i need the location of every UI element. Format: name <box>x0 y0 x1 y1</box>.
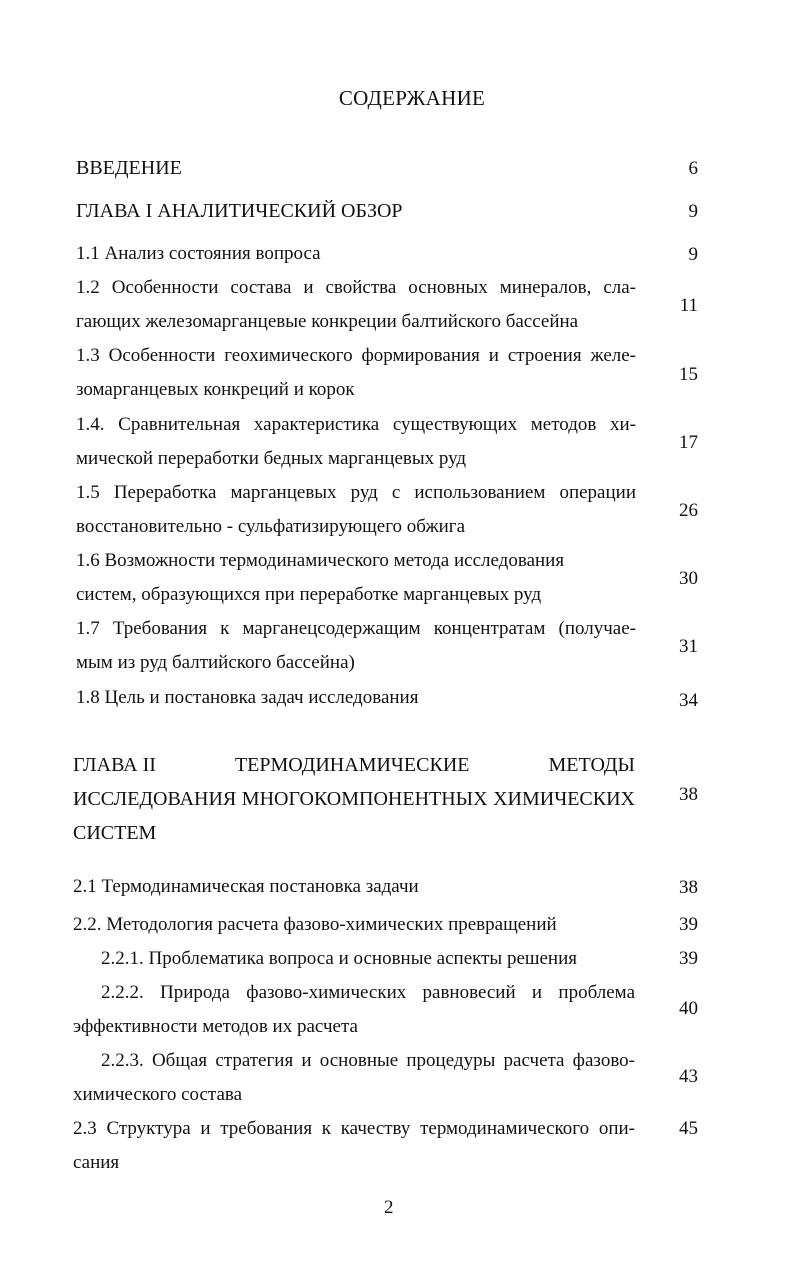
toc-entry-text-line: 1.6 Возможности термодинамического метода исследования <box>76 550 565 571</box>
toc-entry-text-line: зомарганцевых конкреций и корок <box>76 379 355 400</box>
toc-entry-text-part: ТЕРМОДИНАМИЧЕСКИЕ <box>234 754 470 776</box>
toc-entry-text-line: СИСТЕМ <box>73 822 157 844</box>
toc-page-number: 38 <box>679 784 698 805</box>
toc-page-number: 34 <box>679 690 698 711</box>
toc-entry-text-line: ИССЛЕДОВАНИЯ МНОГОКОМПОНЕНТНЫХ ХИМИЧЕСКИХ <box>73 788 635 810</box>
toc-entry-text-line: 1.4. Сравнительная характеристика существующих методов хи- <box>76 414 636 435</box>
toc-entry-text-part: МЕТОДЫ <box>548 754 635 776</box>
toc-entry-text: 1.1 Анализ состояния вопроса <box>76 243 321 264</box>
toc-entry-text: 1.8 Цель и постановка задач исследования <box>76 687 419 708</box>
toc-page-number: 43 <box>679 1066 698 1087</box>
toc-page-number: 39 <box>679 948 698 969</box>
toc-entry-text-line: 2.2.2. Природа фазово-химических равновесий и проблема <box>101 982 635 1003</box>
toc-entry-text-line: мической переработки бедных марганцевых руд <box>76 448 467 469</box>
toc-entry-text-line: эффективности методов их расчета <box>73 1016 358 1037</box>
toc-page-number: 15 <box>679 364 698 385</box>
toc-entry-text: 2.1 Термодинамическая постановка задачи <box>73 876 419 897</box>
toc-entry-text: 2.2.1. Проблематика вопроса и основные аспекты решения <box>101 948 578 969</box>
toc-entry-text-line: 1.7 Требования к марганецсодержащим концентратам (получае- <box>76 618 636 639</box>
toc-entry-text-line: химического состава <box>73 1084 243 1105</box>
toc-entry-text-line: 1.2 Особенности состава и свойства основных минералов, сла- <box>76 277 636 298</box>
toc-entry-text-line: мым из руд балтийского бассейна) <box>76 652 355 673</box>
toc-page-number: 11 <box>679 295 698 316</box>
toc-entry-text: ВВЕДЕНИЕ <box>76 157 182 179</box>
toc-page-number: 26 <box>679 500 698 521</box>
toc-page-number: 40 <box>679 998 698 1019</box>
toc-page-number: 30 <box>679 568 698 589</box>
toc-entry-text-line: систем, образующихся при переработке марганцевых руд <box>76 584 542 605</box>
toc-entry-text-line: 2.3 Структура и требования к качеству термодинамического опи- <box>73 1118 635 1139</box>
toc-entry-text: ГЛАВА I АНАЛИТИЧЕСКИЙ ОБЗОР <box>76 200 403 222</box>
toc-page-number: 31 <box>679 636 698 657</box>
toc-entry-text-line: восстановительно - сульфатизирующего обжига <box>76 516 466 537</box>
toc-entry-text-part: ГЛАВА II <box>73 754 156 776</box>
page-number-footer: 2 <box>384 1197 394 1218</box>
toc-page-number: 9 <box>688 201 698 222</box>
toc-entry-text-line: сания <box>73 1152 120 1173</box>
toc-page-number: 9 <box>688 244 698 265</box>
toc-entry-text-line: гающих железомарганцевые конкреции балтийского бассейна <box>76 311 579 332</box>
toc-page-number: 38 <box>679 877 698 898</box>
toc-page-number: 17 <box>679 432 698 453</box>
toc-entry-text: 2.2. Методология расчета фазово-химических превращений <box>73 914 557 935</box>
toc-entry-text-line: 1.3 Особенности геохимического формирования и строения желе- <box>76 345 636 366</box>
page-title: СОДЕРЖАНИЕ <box>338 86 486 110</box>
toc-page-number: 39 <box>679 914 698 935</box>
toc-entry-text-line: 2.2.3. Общая стратегия и основные процедуры расчета фазово- <box>101 1050 635 1071</box>
toc-page-number: 6 <box>688 158 698 179</box>
toc-page-number: 45 <box>679 1118 698 1139</box>
toc-entry-text-line: 1.5 Переработка марганцевых руд с использованием операции <box>76 482 636 503</box>
